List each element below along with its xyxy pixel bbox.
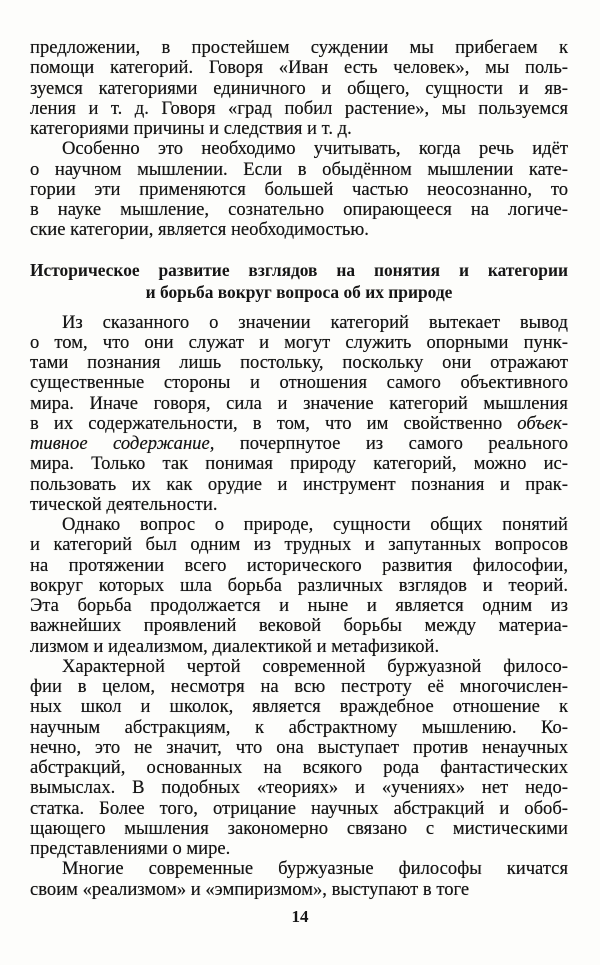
text-block-bottom	[30, 313, 568, 900]
italic-text: объек-	[517, 412, 568, 434]
text-line: пользовать их как орудие и инструмент познания и прак-	[30, 473, 568, 495]
text-line: мира. Только так понимая природу категорий, можно ис-	[30, 453, 568, 475]
text-line: зуемся категориями единичного и общего, сущности и яв-	[30, 77, 568, 99]
text-line: научным абстракциям, к абстрактному мышлению. Ко-	[30, 716, 568, 738]
text-line: лизмом и идеализмом, диалектикой и метафизикой.	[30, 635, 440, 657]
heading-line-2: и борьба вокруг вопроса об их природе	[145, 281, 453, 302]
text-line: существенные стороны и отношения самого объективного	[30, 372, 568, 394]
text-line: вокруг которых шла борьба различных взглядов и теорий.	[30, 574, 568, 596]
text-line: представлениями о мире.	[30, 838, 231, 859]
paragraph	[30, 859, 568, 900]
paragraph	[30, 657, 568, 860]
text-line: фии в целом, несмотря на всю пестроту её многочислен-	[30, 676, 568, 697]
text-line: ления и т. д. Говоря «град побил растение», мы пользуемся	[30, 97, 568, 119]
text-line: щающего мышления закономерно связано с мистическими	[30, 817, 568, 839]
text-line: на протяжении всего исторического развития философии,	[30, 554, 568, 576]
text-line: Из сказанного о значении категорий вытекает вывод	[62, 311, 568, 333]
text-block-top	[30, 38, 568, 241]
paragraph	[30, 515, 568, 657]
text-line: мира. Иначе говоря, сила и значение категорий мышления	[30, 392, 568, 414]
text-segment: в их содержательности, в том, что им свойственно	[30, 412, 518, 434]
paragraph	[30, 38, 568, 139]
text-line: ных школ и школок, является враждебное отношение к	[30, 696, 568, 718]
heading-line-1: Историческое развитие взглядов на понятия и категории	[30, 259, 568, 280]
section-heading	[30, 259, 568, 303]
text-line: своим «реализмом» и «эмпиризмом», выступают в тоге	[30, 878, 470, 900]
text-line: Многие современные буржуазные философы кичатся	[62, 858, 568, 880]
text-line: важнейших проявлений вековой борьбы между материа-	[30, 615, 568, 637]
text-line: предложении, в простейшем суждении мы прибегаем к	[30, 37, 568, 58]
page-number: 14	[291, 907, 309, 926]
text-line: помощи категорий. Говоря «Иван есть человек», мы поль-	[30, 57, 568, 79]
text-line: вымыслах. В подобных «теориях» и «учениях» нет недо-	[30, 777, 568, 799]
text-line: о научном мышлении. Если в обыдённом мышлении кате-	[30, 158, 568, 180]
text-line: ские категории, является необходимостью.	[30, 219, 369, 241]
text-segment: почерпнутое из самого реального	[214, 433, 568, 454]
text-line	[30, 414, 568, 434]
text-line: Эта борьба продолжается и ныне и является одним из	[30, 595, 568, 616]
text-line: нечно, это не значит, что она выступает против ненаучных	[30, 736, 568, 758]
text-line: Однако вопрос о природе, сущности общих понятий	[62, 514, 568, 535]
text-line: Характерной чертой современной буржуазной филосо-	[62, 655, 568, 677]
book-page-body	[30, 38, 568, 900]
text-line: тами познания лишь постольку, поскольку они отражают	[30, 352, 568, 373]
paragraph	[30, 313, 568, 516]
text-line: гории эти применяются большей частью неосознанно, то	[30, 178, 568, 200]
text-line: в науке мышление, сознательно опирающееся на логиче-	[30, 199, 568, 220]
text-line: статка. Более того, отрицание научных абстракций и обоб-	[30, 797, 568, 819]
text-line: о том, что они служат и могут служить опорными пунк-	[30, 331, 568, 353]
text-line: Особенно это необходимо учитывать, когда речь идёт	[62, 138, 568, 160]
italic-text: тивное содержание,	[30, 433, 215, 454]
text-line	[30, 434, 568, 454]
paragraph	[30, 139, 568, 240]
text-line: тической деятельности.	[30, 493, 218, 515]
text-line: и категорий был одним из трудных и запутанных вопросов	[30, 534, 568, 556]
text-line: категориями причины и следствия и т. д.	[30, 118, 352, 139]
text-line: абстракций, основанных на всякого рода фантастических	[30, 757, 568, 778]
